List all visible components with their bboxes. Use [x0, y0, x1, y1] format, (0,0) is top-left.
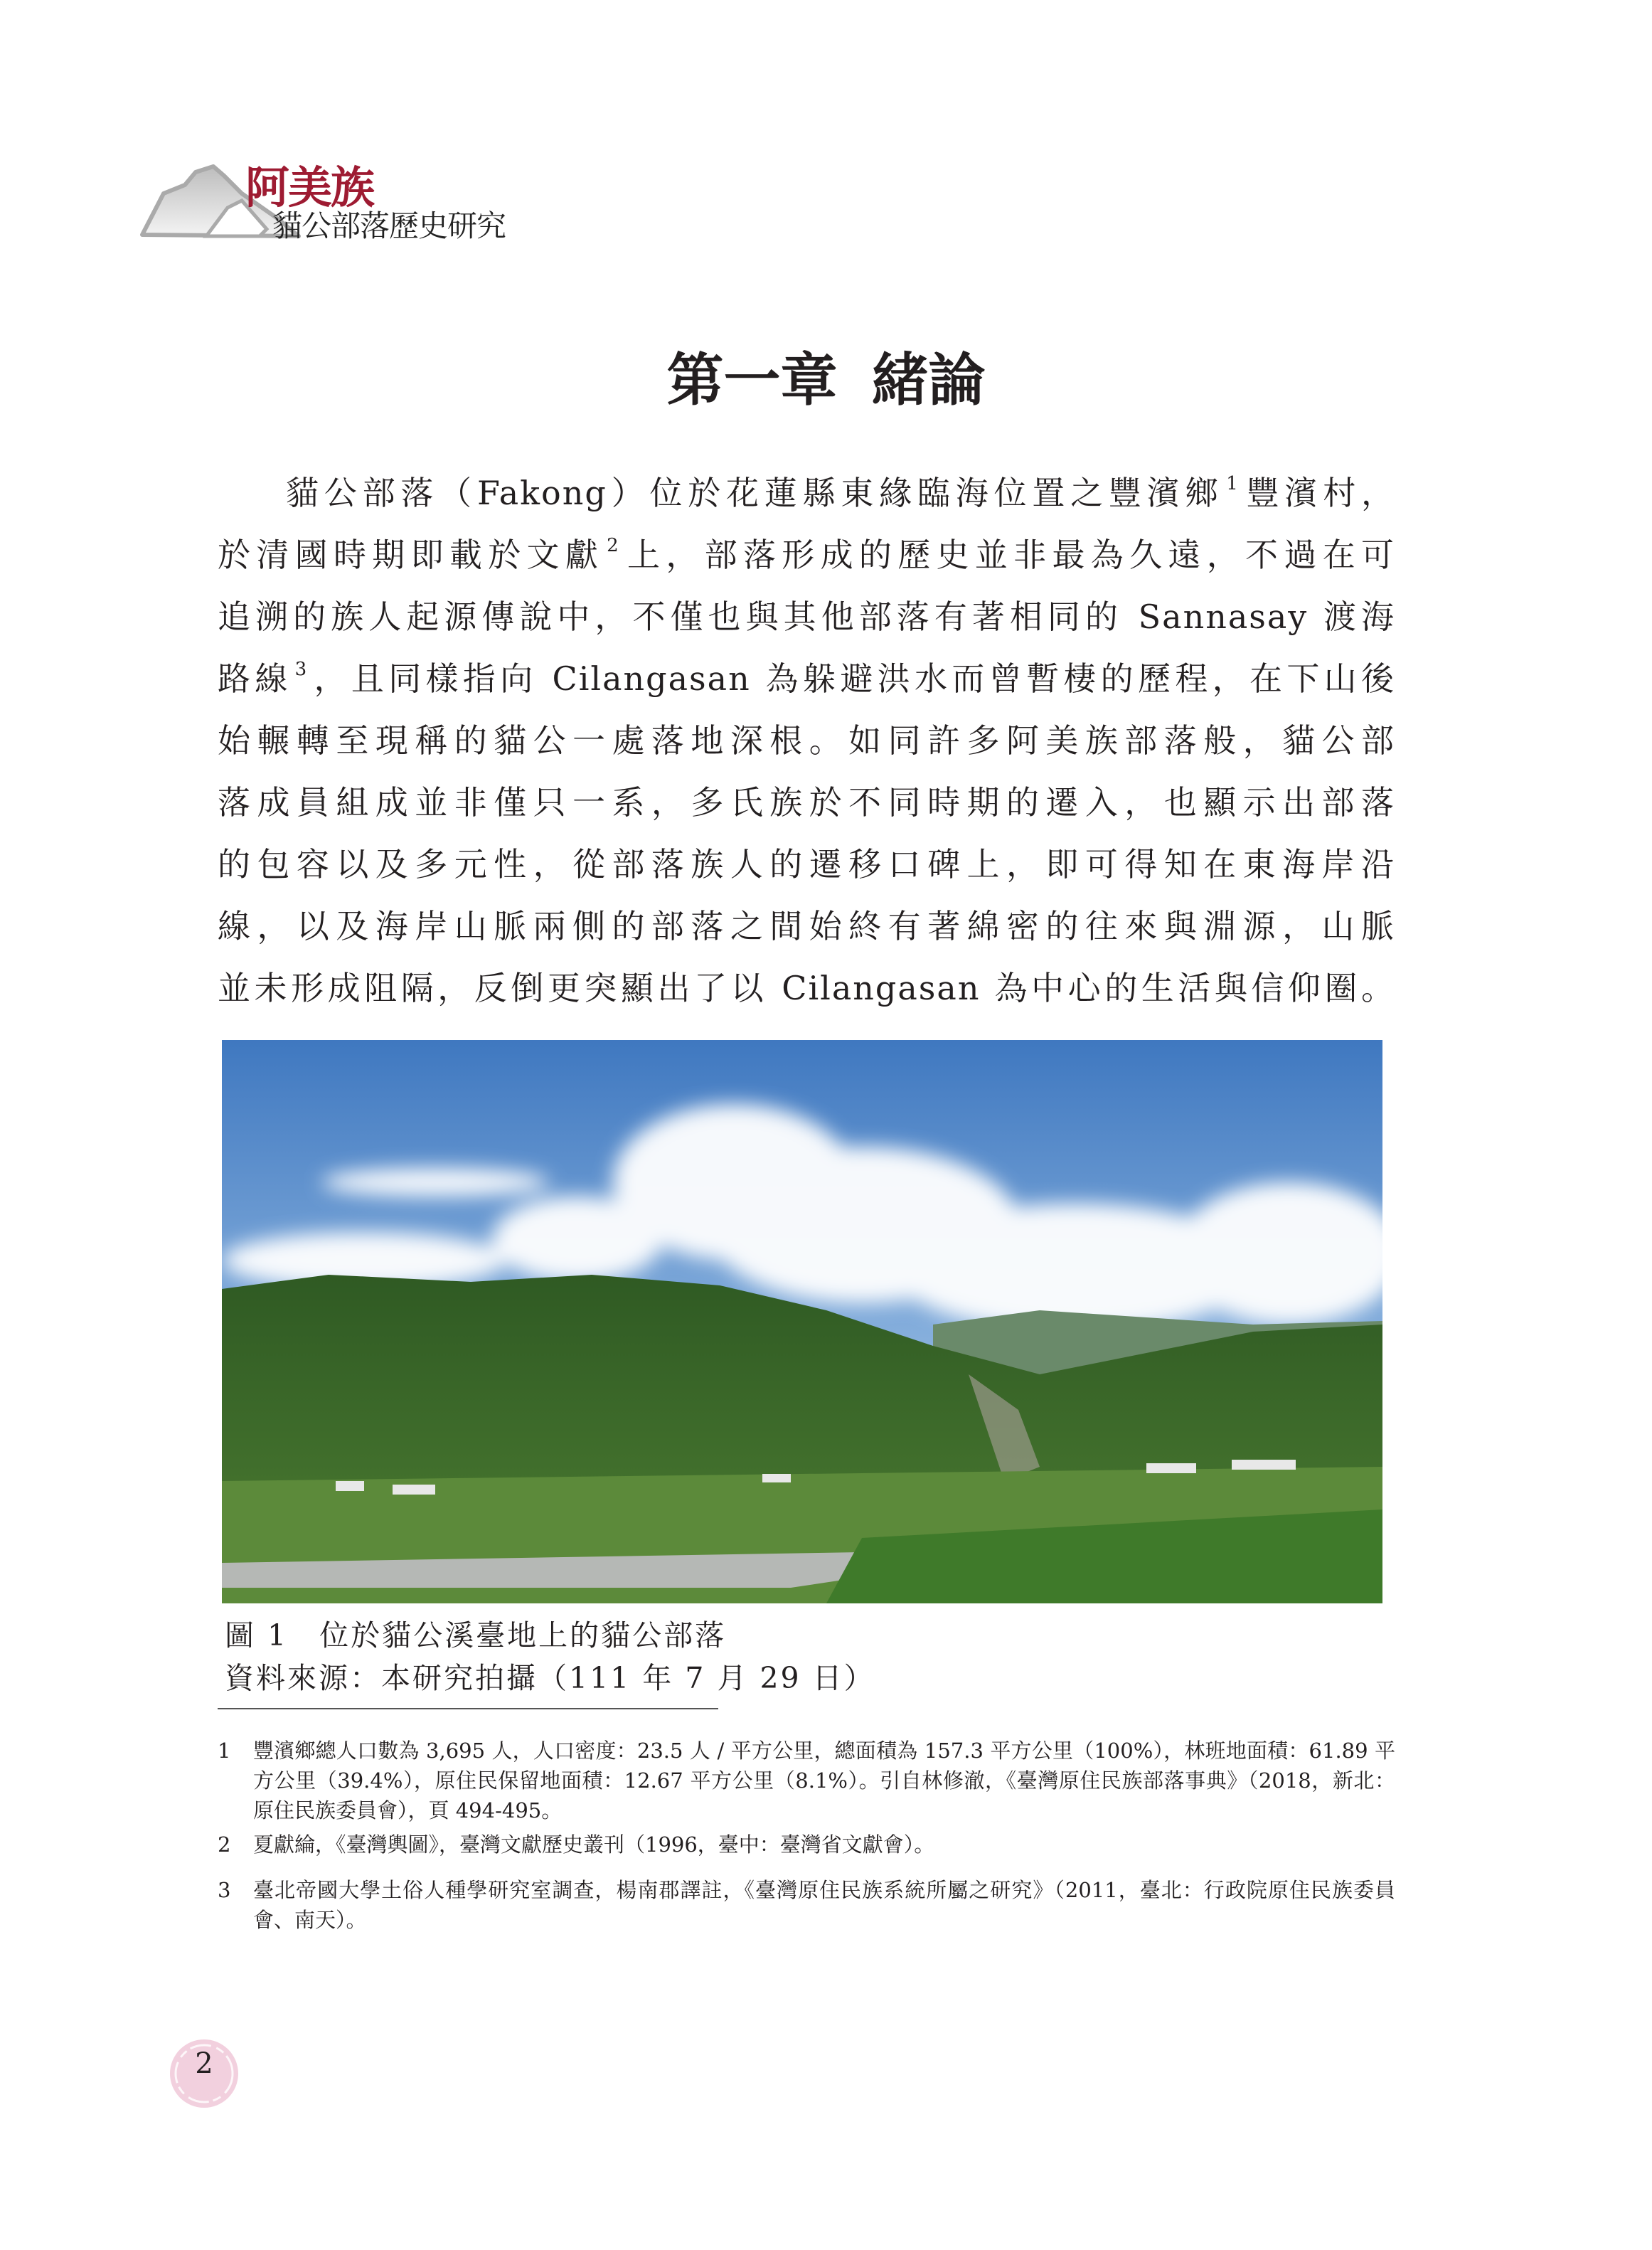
footnote-ref[interactable]: 2 — [607, 535, 620, 556]
body-line — [218, 648, 1395, 710]
chapter-heading — [0, 334, 1652, 416]
chapter-number: 第一章 — [666, 346, 838, 413]
footnote-text: 豐濱鄉總人口數為 3,695 人，人口密度：23.5 人 / 平方公里，總面積為 157.3 平方公里（100%），林班地面積：61.89 平方公里（39.4%），原住民保留地面積：12.67 平方公里（8.1%）。引自林修澈，《臺灣原住民族部落事典》（2018，新北：原住民族委員會），頁 494-495。 — [253, 1739, 1395, 1822]
footnote-3 — [218, 1875, 1395, 1935]
body-text: ，且同樣指向 Cilangasan 為躲避洪水而曾暫棲的歷程，在下山後 — [311, 659, 1395, 698]
footnote-divider — [218, 1708, 718, 1709]
series-title: 阿美族 — [245, 161, 374, 213]
footnote-text: 夏獻綸，《臺灣輿圖》，臺灣文獻歷史叢刊（1996，臺中：臺灣省文獻會）。 — [253, 1832, 935, 1857]
body-text: 線，以及海岸山脈兩側的部落之間始終有著綿密的往來與淵源，山脈 — [218, 907, 1395, 945]
book-title: 貓公部落歷史研究 — [272, 208, 506, 243]
body-text: 並未形成阻隔，反倒更突顯出了以 Cilangasan 為中心的生活與信仰圈。 — [218, 969, 1395, 1007]
body-line — [218, 710, 1395, 772]
footnote-ref[interactable]: 1 — [1226, 473, 1240, 494]
page-number: 2 — [195, 2047, 213, 2080]
body-line — [218, 586, 1395, 648]
body-text: 貓公部落（Fakong）位於花蓮縣東緣臨海位置之豐濱鄉 — [286, 474, 1224, 512]
footnote-2 — [218, 1830, 1395, 1859]
figure-photo — [222, 1040, 1382, 1603]
body-line — [218, 896, 1395, 957]
footnote-text: 臺北帝國大學土俗人種學研究室調查，楊南郡譯註，《臺灣原住民族系統所屬之研究》（2011，臺北：行政院原住民族委員會、南天）。 — [253, 1878, 1395, 1932]
footnote-1 — [218, 1736, 1395, 1825]
body-line — [218, 524, 1395, 586]
body-line — [218, 957, 1395, 1019]
body-text: 上，部落形成的歷史並非最為久遠，不過在可 — [622, 536, 1396, 574]
footnote-number: 3 — [218, 1878, 231, 1902]
figure-caption: 圖 1 位於貓公溪臺地上的貓公部落 — [225, 1618, 727, 1652]
body-text: 於清國時期即載於文獻 — [218, 536, 604, 574]
body-text: 豐濱村， — [1242, 474, 1395, 512]
footnote-number: 2 — [218, 1832, 231, 1857]
footnote-number: 1 — [218, 1739, 231, 1763]
body-text: 路線 — [218, 659, 292, 698]
body-text: 始輾轉至現稱的貓公一處落地深根。如同許多阿美族部落般，貓公部 — [218, 721, 1395, 760]
footnote-ref[interactable]: 3 — [294, 659, 309, 680]
body-line — [218, 772, 1395, 834]
body-line — [218, 834, 1395, 896]
chapter-title: 緒論 — [871, 346, 986, 413]
figure-source: 資料來源：本研究拍攝（111 年 7 月 29 日） — [225, 1661, 875, 1695]
body-line — [286, 462, 1395, 524]
body-text: 落成員組成並非僅只一系，多氏族於不同時期的遷入，也顯示出部落 — [218, 783, 1395, 822]
body-text: 的包容以及多元性，從部落族人的遷移口碑上，即可得知在東海岸沿 — [218, 845, 1395, 883]
body-text: 追溯的族人起源傳說中，不僅也與其他部落有著相同的 Sannasay 渡海 — [218, 598, 1395, 636]
